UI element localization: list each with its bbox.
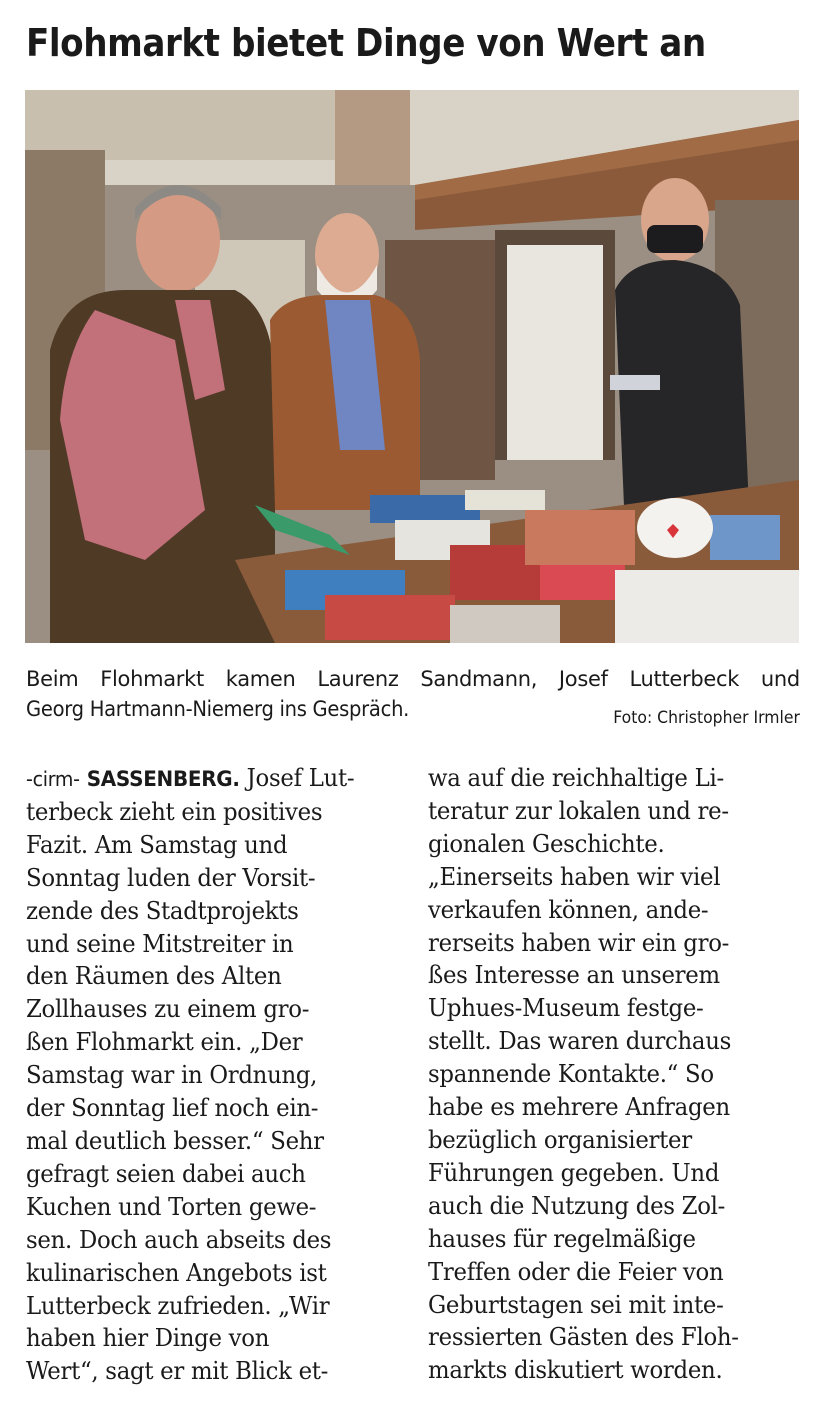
caption-word: Flohmarkt <box>100 667 204 691</box>
article-line: bezüglich organisierter <box>428 1125 692 1154</box>
caption-line-1 <box>26 664 800 694</box>
article-line: und seine Mitstreiter in <box>26 929 294 958</box>
article-line: wa auf die reichhaltige Li- <box>428 764 724 792</box>
article-line: ßen Flohmarkt ein. „Der <box>26 1028 303 1057</box>
caption-word: Laurenz <box>317 667 399 691</box>
article-line: teratur zur lokalen und re- <box>428 796 729 825</box>
caption-line-2: Georg Hartmann-Niemerg ins Gespräch. <box>26 697 410 721</box>
article-line: Wert“, sagt er mit Blick et- <box>26 1357 329 1386</box>
article-line: der Sonntag lief noch ein- <box>26 1094 319 1123</box>
article-line: haben hier Dinge von <box>26 1324 270 1353</box>
article-line: den Räumen des Alten <box>26 962 282 991</box>
article-line: spannende Kontakte.“ So <box>428 1060 714 1089</box>
article-line: -cirm- SASSENBERG. Josef Lut- <box>26 764 355 792</box>
caption-word: Josef <box>558 667 608 691</box>
article-line: habe es mehrere Anfragen <box>428 1093 730 1122</box>
article-line: gionalen Geschichte. <box>428 829 665 858</box>
caption-word: Sandmann, <box>420 667 538 691</box>
article-line: sen. Doch auch abseits des <box>26 1225 332 1254</box>
article-line: Lutterbeck zufrieden. „Wir <box>26 1291 330 1320</box>
article-line: terbeck zieht ein positives <box>26 797 323 826</box>
caption-word: Beim <box>26 667 79 691</box>
article-line: hauses für regelmäßige <box>428 1224 696 1253</box>
article-line: Kuchen und Torten gewe- <box>26 1192 317 1221</box>
article-line: Geburtstagen sei mit inte- <box>428 1290 724 1319</box>
article-line: Treffen oder die Feier von <box>428 1257 724 1286</box>
article-line: rerseits haben wir ein gro- <box>428 928 730 957</box>
article-line: stellt. Das waren durchaus <box>428 1027 732 1056</box>
article-line: mal deutlich besser.“ Sehr <box>26 1126 324 1155</box>
article-line: Fazit. Am Samstag und <box>26 830 288 859</box>
caption-word: Lutterbeck <box>629 667 740 691</box>
article-photo <box>25 90 799 643</box>
article-column-right <box>428 762 802 1387</box>
article-line: „Einerseits haben wir viel <box>428 862 721 891</box>
article-line: ressierten Gästen des Floh- <box>428 1323 739 1352</box>
author-mark: -cirm- <box>26 767 80 791</box>
caption-word: kamen <box>225 667 296 691</box>
article-line: gefragt seien dabei auch <box>26 1159 306 1188</box>
article-line: Uphues-Museum festge- <box>428 994 704 1023</box>
article-line: kulinarischen Angebots ist <box>26 1258 327 1287</box>
caption-word: und <box>760 667 800 691</box>
article-line: Führungen gegeben. Und <box>428 1158 720 1187</box>
article-line: verkaufen können, ande- <box>428 895 709 924</box>
headline: Flohmarkt bietet Dinge von Wert an <box>26 21 706 65</box>
article-column-left <box>26 762 390 1388</box>
article-line: zende des Stadtprojekts <box>26 896 299 925</box>
article-line: Sonntag luden der Vorsit- <box>26 863 316 892</box>
article-line: auch die Nutzung des Zol- <box>428 1191 726 1220</box>
dateline-place: SASSENBERG. <box>86 767 240 791</box>
photo-credit: Foto: Christopher Irmler <box>613 708 800 728</box>
article-line: markts diskutiert worden. <box>428 1356 723 1385</box>
article-line: Zollhauses zu einem gro- <box>26 995 310 1024</box>
article-line: Samstag war in Ordnung, <box>26 1061 318 1090</box>
article-line: ßes Interesse an unserem <box>428 961 720 990</box>
